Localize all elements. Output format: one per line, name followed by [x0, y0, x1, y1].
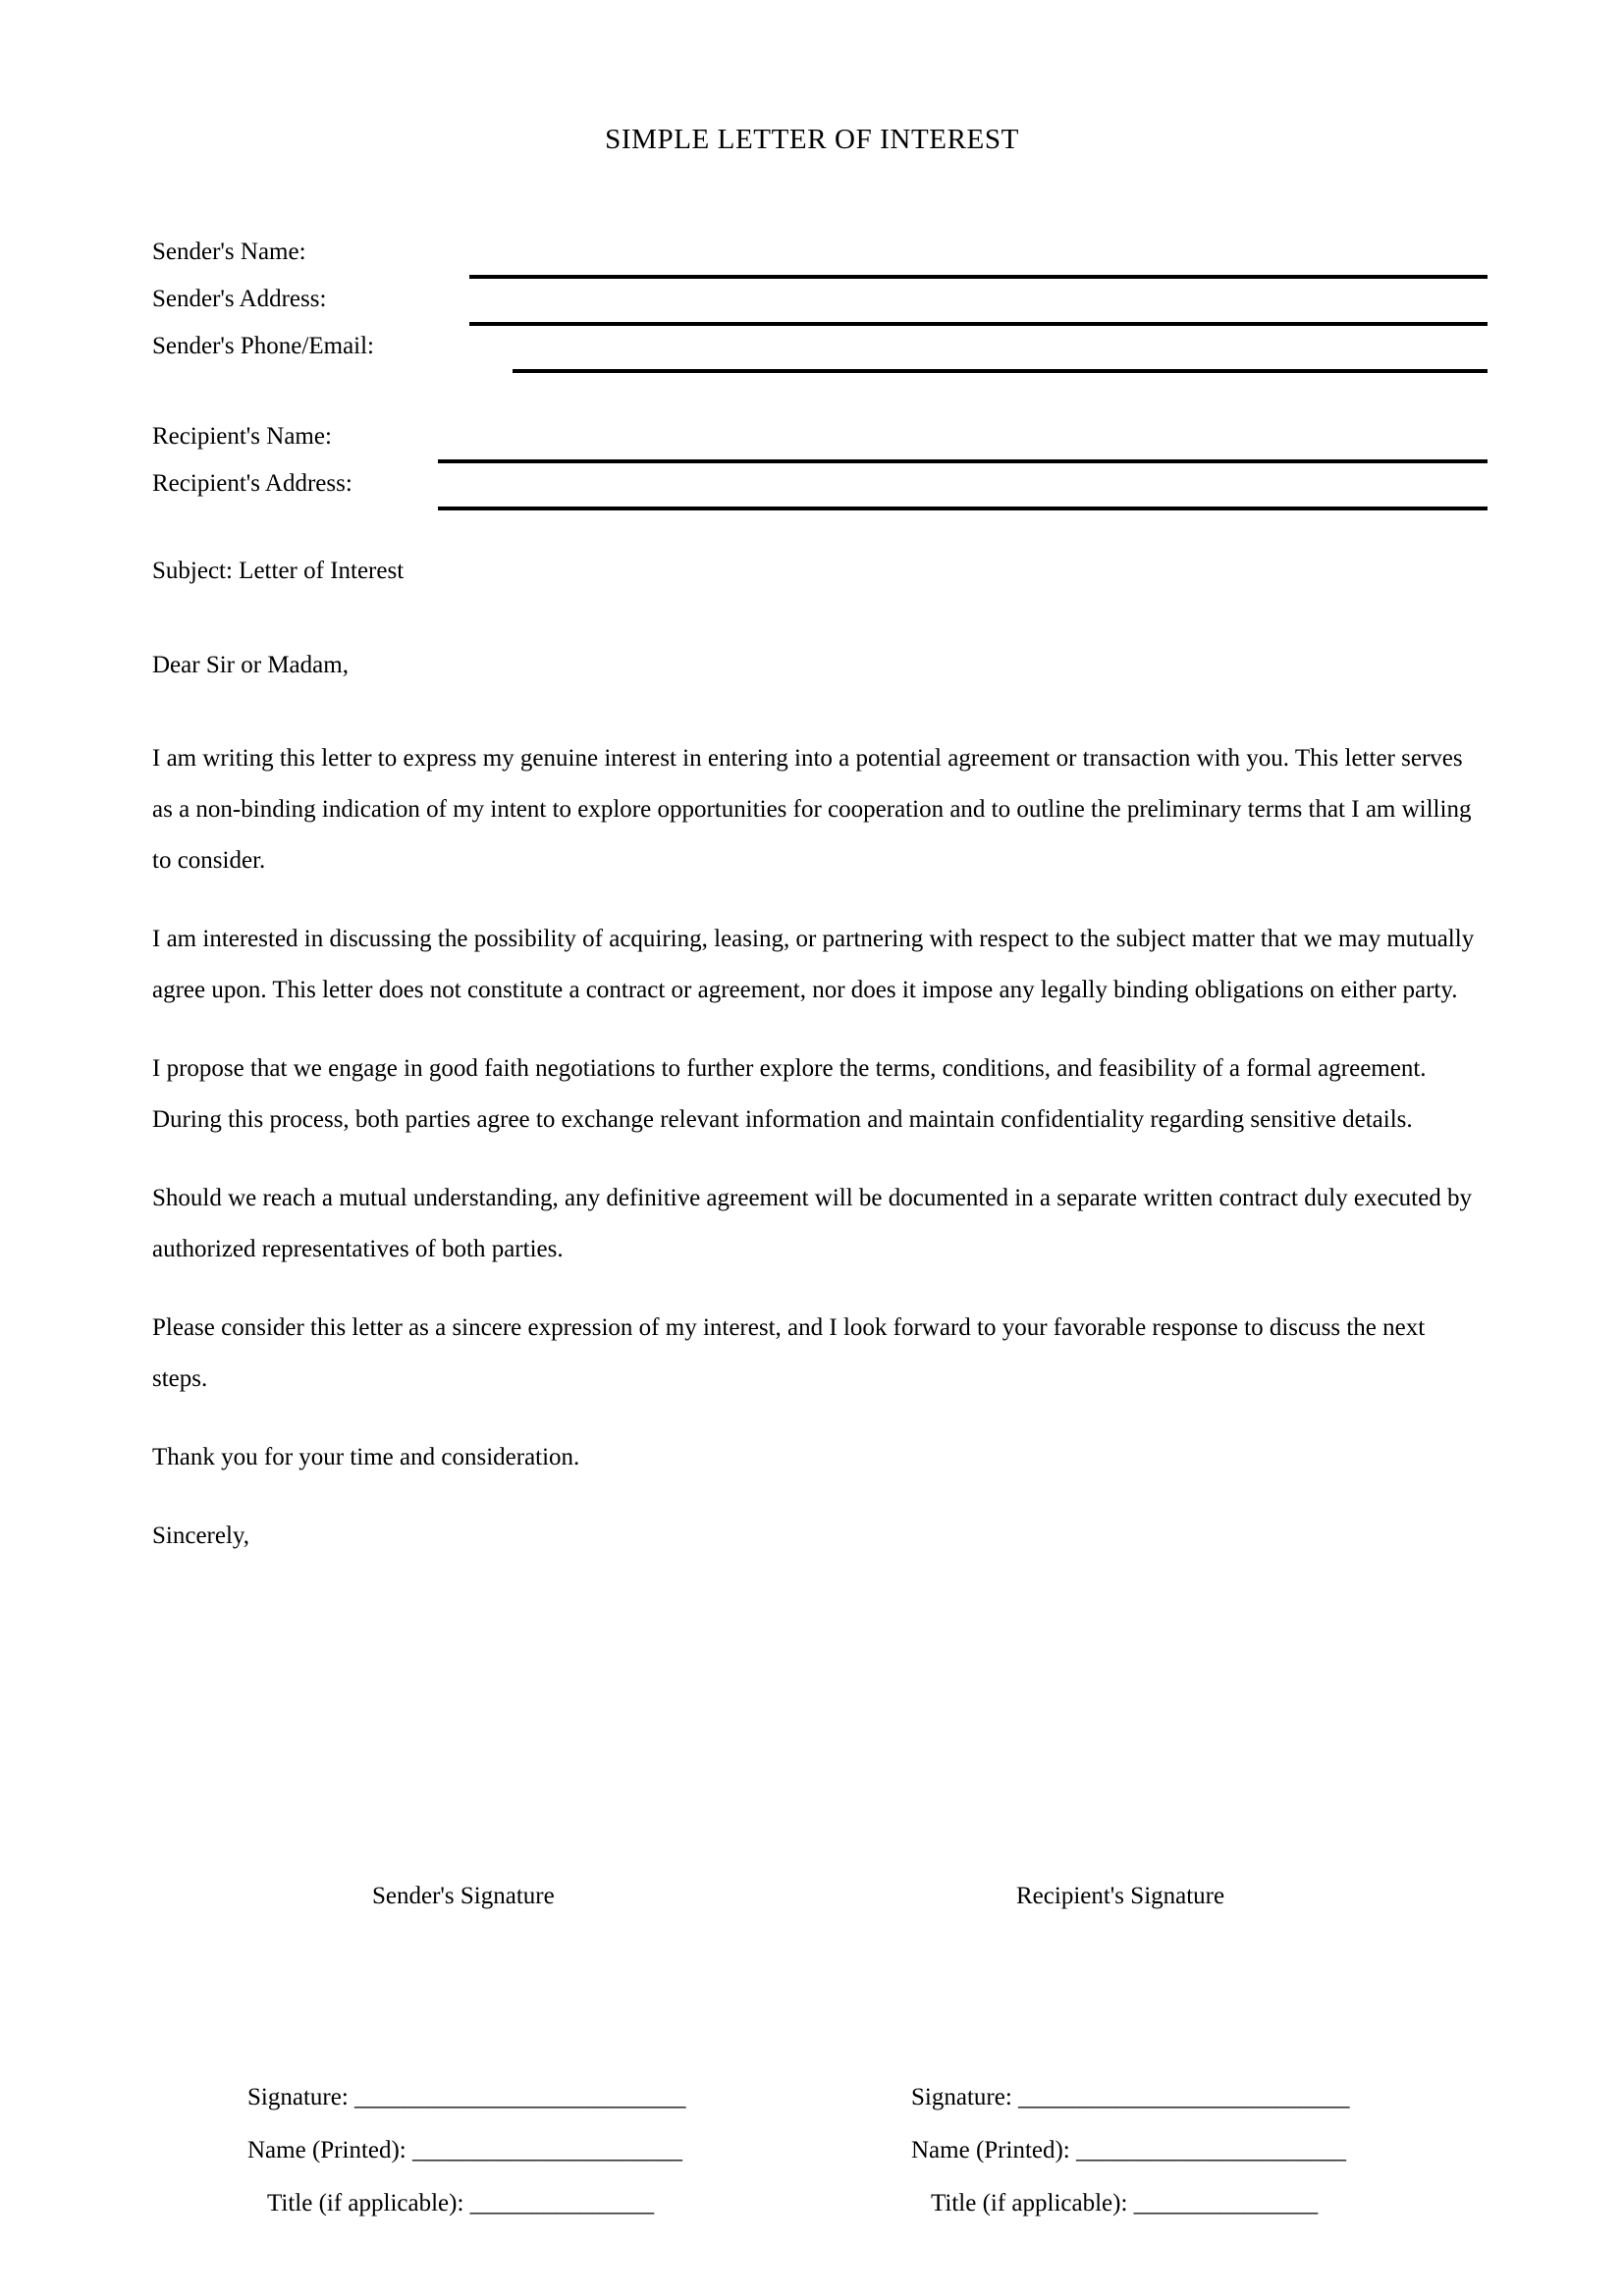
body-paragraph-4: Should we reach a mutual understanding, any definitive agreement will be documented in a separate written contract duly executed by authorized representatives of both parties. [152, 1185, 1472, 1262]
recipient-printed-name-label: Name (Printed): [911, 2137, 1077, 2163]
sender-phone-email-label: Sender's Phone/Email: [152, 333, 375, 359]
recipient-title-line[interactable] [911, 2177, 1520, 2230]
sender-address-row [152, 283, 1488, 330]
sender-printed-name-fill[interactable]: ______________________ [412, 2137, 683, 2163]
recipient-name-row [152, 420, 1488, 467]
body-paragraph-6: Thank you for your time and consideration. [152, 1444, 580, 1470]
page-title: SIMPLE LETTER OF INTEREST [605, 124, 1019, 155]
sender-printed-name-line[interactable] [247, 2124, 856, 2177]
salutation: Dear Sir or Madam, [152, 652, 349, 678]
sender-name-rule[interactable] [469, 275, 1488, 279]
recipient-signature-block [911, 2071, 1520, 2230]
sender-title-line[interactable] [247, 2177, 856, 2230]
recipient-name-label: Recipient's Name: [152, 423, 332, 450]
subject-line: Subject: Letter of Interest [152, 558, 405, 584]
recipient-printed-name-line[interactable] [911, 2124, 1520, 2177]
recipient-address-row [152, 467, 1488, 514]
sender-name-row [152, 236, 1488, 283]
body-paragraph-3: I propose that we engage in good faith negotiations to further explore the terms, conditions, and feasibility of a formal agreement. During this process, both parties agree to exchange relevant information and maintain confidentiality regarding sensitive details. [152, 1055, 1427, 1133]
letter-body [152, 555, 1478, 1589]
recipient-signature-caption: Recipient's Signature [1016, 1883, 1225, 1909]
body-paragraph-5: Please consider this letter as a sincere expression of my interest, and I look forward to your favorable response to discuss the next steps. [152, 1314, 1426, 1392]
recipient-printed-name-fill[interactable]: ______________________ [1076, 2137, 1347, 2163]
body-paragraph-2: I am interested in discussing the possibility of acquiring, leasing, or partnering with respect to the subject matter that we may mutually agree upon. This letter does not constitute a contract or agreement, nor does it impose any legally binding obligations on either party. [152, 926, 1475, 1003]
sender-phone-email-row [152, 330, 1488, 377]
recipient-address-label: Recipient's Address: [152, 470, 352, 497]
signature-captions-row [152, 1880, 1478, 1919]
sender-signature-line[interactable] [247, 2071, 856, 2124]
sender-name-label: Sender's Name: [152, 239, 306, 265]
recipient-address-rule[interactable] [438, 507, 1488, 510]
sender-signature-label: Signature: [247, 2084, 355, 2110]
sender-address-label: Sender's Address: [152, 286, 327, 312]
sender-signature-block [247, 2071, 856, 2230]
sender-title-label: Title (if applicable): [267, 2190, 470, 2216]
recipient-signature-line[interactable] [911, 2071, 1520, 2124]
body-paragraph-1: I am writing this letter to express my genuine interest in entering into a potential agreement or transaction with you. This letter serves as a non-binding indication of my intent to explore opportunities for cooperation and to outline the preliminary terms that I am willing to consider. [152, 745, 1472, 874]
signature-blocks [0, 2071, 1624, 2268]
sender-field-block [152, 236, 1488, 377]
recipient-name-rule[interactable] [438, 459, 1488, 463]
recipient-signature-fill[interactable]: ___________________________ [1018, 2084, 1350, 2110]
sender-printed-name-label: Name (Printed): [247, 2137, 413, 2163]
sender-address-rule[interactable] [469, 322, 1488, 326]
sender-phone-email-rule[interactable] [513, 369, 1488, 373]
closing-salutation: Sincerely, [152, 1522, 250, 1549]
recipient-field-block [152, 420, 1488, 514]
recipient-signature-label: Signature: [911, 2084, 1019, 2110]
recipient-title-fill[interactable]: _______________ [1133, 2190, 1319, 2216]
sender-signature-caption: Sender's Signature [372, 1883, 555, 1909]
recipient-title-label: Title (if applicable): [931, 2190, 1134, 2216]
sender-signature-fill[interactable]: ___________________________ [354, 2084, 686, 2110]
sender-title-fill[interactable]: _______________ [469, 2190, 655, 2216]
